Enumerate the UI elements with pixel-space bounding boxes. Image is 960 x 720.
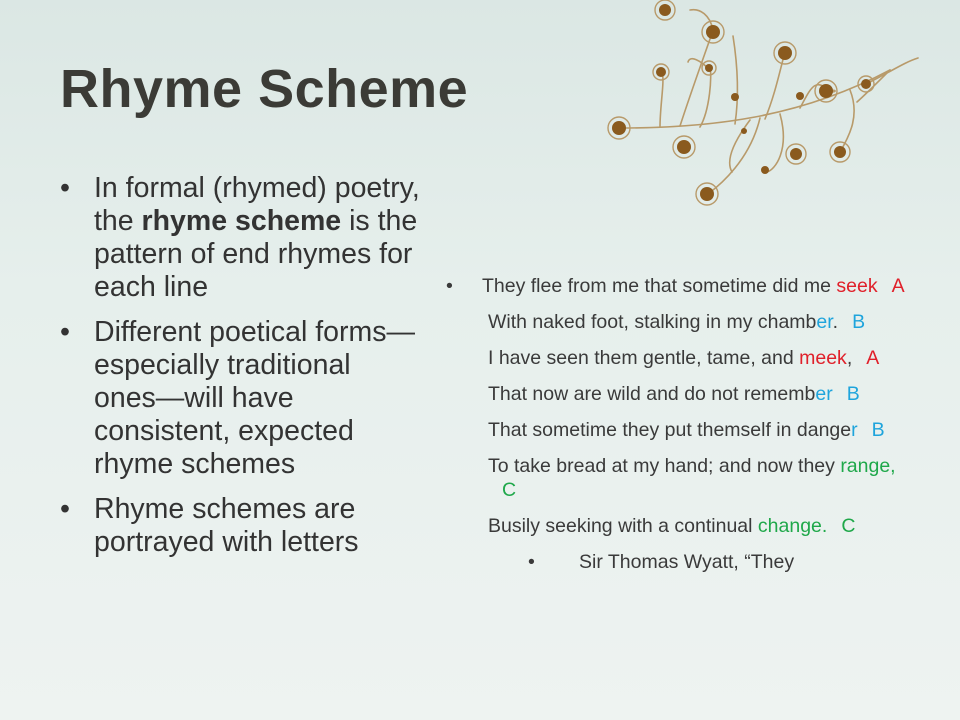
rhyme-word: er: [816, 311, 833, 333]
poem-line: [446, 346, 906, 370]
rhyme-letter: C: [502, 479, 517, 501]
poem-line-text: I have seen them gentle, tame, and: [488, 347, 800, 369]
bullet-marker: •: [60, 493, 70, 525]
rhyme-letter: B: [871, 419, 885, 441]
poem-line-text: With naked foot, stalking in my chamb: [488, 311, 817, 333]
poem-line: [446, 382, 906, 406]
poem-citation: [446, 550, 906, 574]
poem-line-text: That sometime they put themself in dange: [488, 419, 852, 441]
bullet-bold-term: rhyme scheme: [141, 205, 342, 237]
bullet-marker: •: [446, 275, 453, 297]
bullet-rhyme-scheme-definition: [60, 172, 420, 304]
poem-line-text: Busily seeking with a continual: [488, 515, 758, 537]
rhyme-letter: A: [866, 347, 880, 369]
poem-line: [446, 310, 906, 334]
bullet-marker: •: [528, 551, 535, 573]
rhyme-word: change.: [757, 515, 828, 537]
poem-line: [446, 454, 906, 502]
poem-line-text: That now are wild and do not rememb: [488, 383, 816, 405]
citation-text: Sir Thomas Wyatt, “They: [579, 551, 795, 573]
rhyme-word: range,: [840, 455, 896, 477]
rhyme-letter: A: [891, 275, 905, 297]
rhyme-word: er: [815, 383, 833, 405]
bullet-text: Different poetical forms—especially traditional ones—will have consistent, expected rhyme schemes: [94, 316, 416, 480]
rhyme-letter: C: [841, 515, 856, 537]
bullet-poetical-forms: [60, 316, 420, 481]
poem-line-punct: ,: [846, 347, 853, 369]
poem-line: [446, 514, 906, 538]
rhyme-letter: B: [846, 383, 860, 405]
rhyme-word: r: [851, 419, 858, 441]
slide-title: Rhyme Scheme: [60, 59, 469, 119]
rhyme-word: meek: [799, 347, 847, 369]
bullet-marker: •: [60, 316, 70, 348]
bullet-text-pre: In formal (rhymed) poetry, the: [94, 172, 420, 237]
poem-line-punct: .: [832, 311, 839, 333]
poem-line-text: To take bread at my hand; and now they: [488, 455, 841, 477]
main-bullet-list: [60, 172, 420, 571]
bullet-text: Rhyme schemes are portrayed with letters: [94, 493, 359, 558]
bullet-marker: •: [60, 172, 70, 204]
poem-line: [446, 418, 906, 442]
poem-line-text: They flee from me that sometime did me: [482, 275, 837, 297]
rhyme-letter: B: [852, 311, 866, 333]
poem-line: [446, 274, 906, 298]
rhyme-word: seek: [836, 275, 878, 297]
bullet-letters: [60, 493, 420, 559]
poem-example: [446, 274, 906, 574]
bullet-text-post: is the pattern of end rhymes for each line: [94, 205, 418, 303]
decorative-branch-icon: [560, 0, 960, 230]
